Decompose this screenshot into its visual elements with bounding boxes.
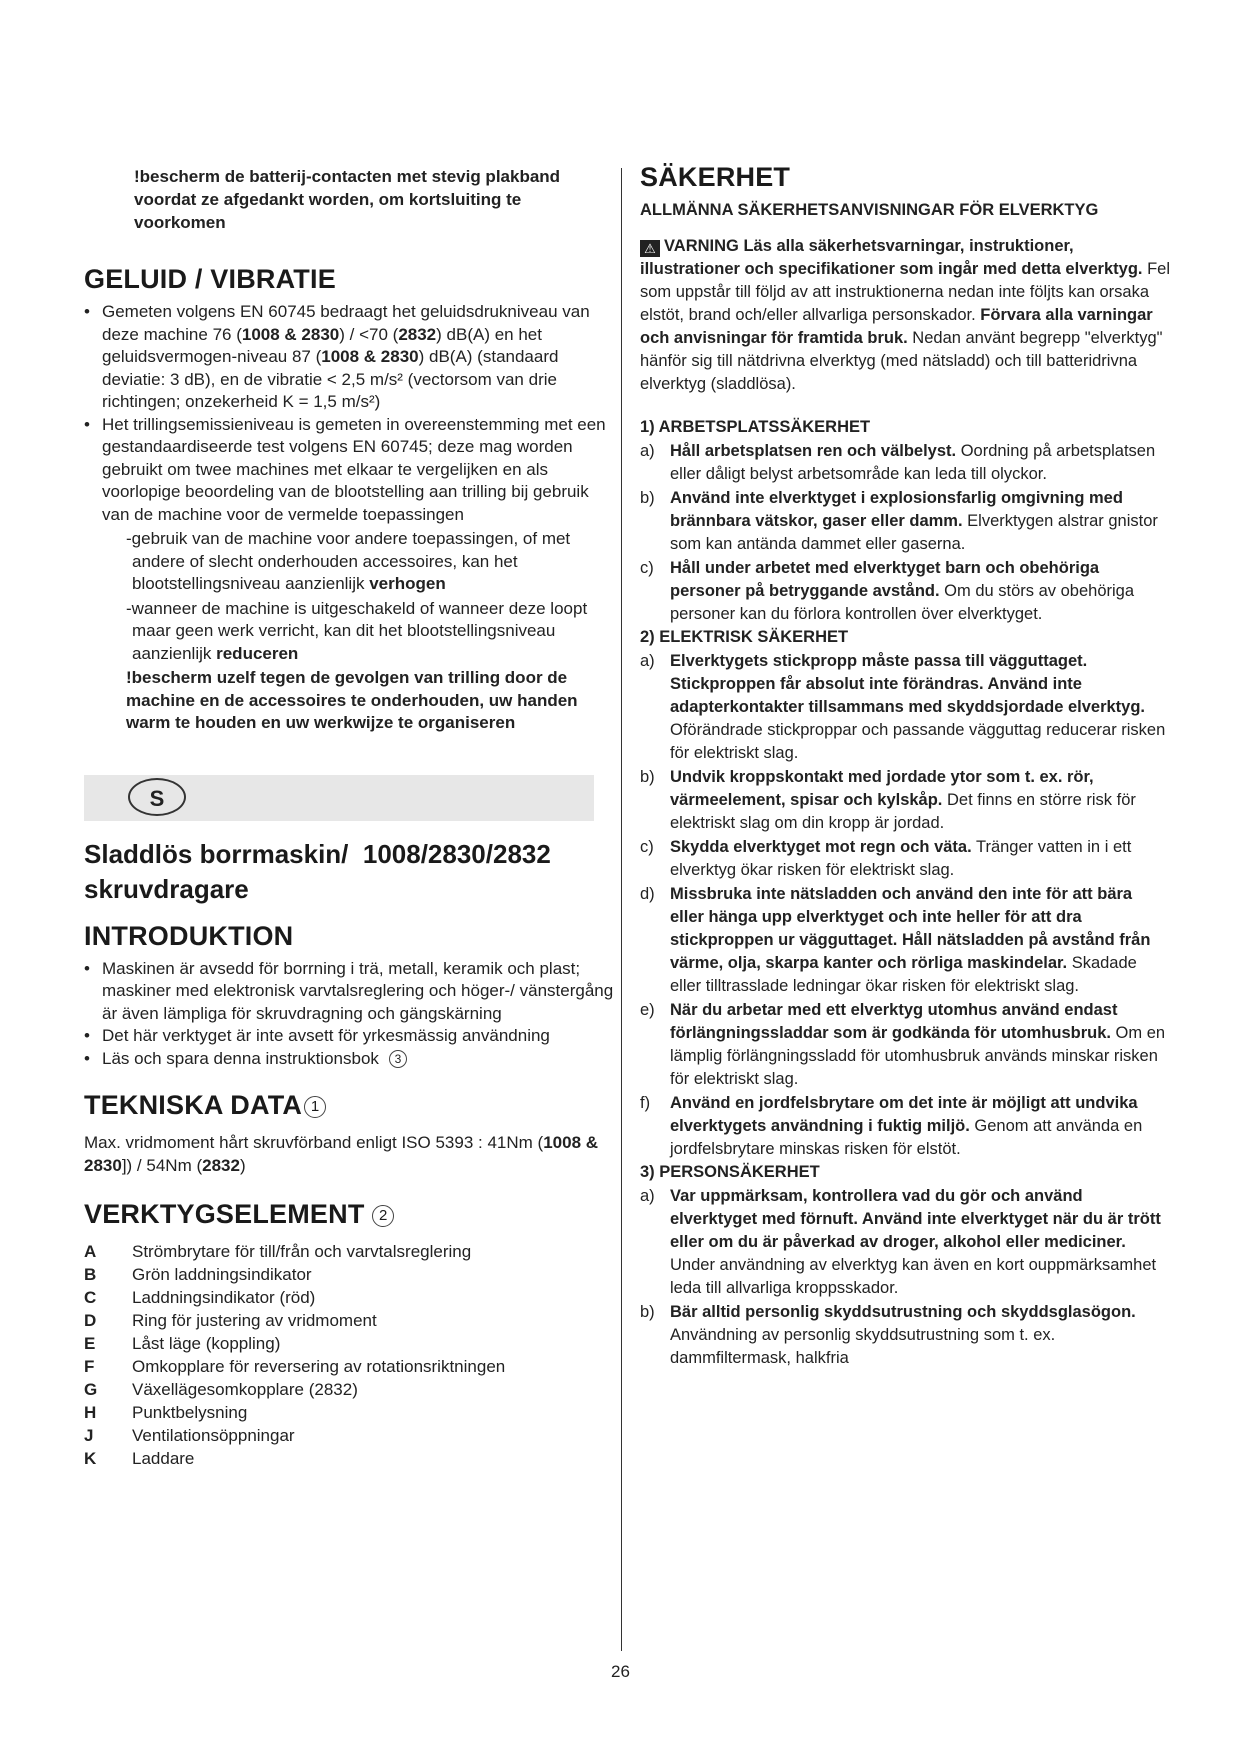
language-code-badge: S — [128, 778, 186, 816]
list-item: C Laddningsindikator (röd) — [84, 1288, 316, 1307]
sakerhet-heading: SÄKERHET — [640, 162, 791, 192]
list-item: J Ventilationsöppningar — [84, 1426, 295, 1445]
geluid-list — [84, 301, 614, 735]
figure-ref-3: 3 — [389, 1050, 407, 1068]
section-title: 1) ARBETSPLATSSÄKERHET — [640, 418, 871, 436]
list-item: c) Skydda elverktyget mot regn och väta. Tränger vatten in i ett elverktyg ökar risken för elektriskt slag. — [640, 838, 1132, 879]
list-item: F Omkopplare för reversering av rotationsriktningen — [84, 1357, 506, 1376]
list-item: a) Elverktygets stickpropp måste passa till vägguttaget. Stickproppen får absolut inte förändras. Använd inte adapterkontakter tillsammans med skyddsjordade elverktyg. Oförändrade stickproppar och passande vägguttag reducerar risken för elektriskt slag. — [640, 652, 1166, 762]
right-column — [640, 162, 1170, 1370]
list-item: B Grön laddningsindikator — [84, 1265, 312, 1284]
list-item: b) Bär alltid personlig skyddsutrustning och skyddsglasögon. Användning av personlig skyddsutrustning som t. ex. dammfiltermask, halkfria — [640, 1303, 1136, 1367]
list-item: K Laddare — [84, 1449, 195, 1468]
sakerhet-subheading: ALLMÄNNA SÄKERHETSANVISNINGAR FÖR ELVERKTYG — [640, 201, 1099, 219]
list-item: H Punktbelysning — [84, 1403, 248, 1422]
list-item: e) När du arbetar med ett elverktyg utomhus använd endast förlängningssladdar som är godkända för utomhusbruk. Om en lämplig förlängningssladd för utomhusbruk används minskar risken för elektriskt slag. — [640, 1001, 1166, 1088]
verktygselement-heading: VERKTYGSELEMENT 2 — [84, 1199, 614, 1230]
section-title: 3) PERSONSÄKERHET — [640, 1163, 820, 1181]
product-title: Sladdlös borrmaskin/ 1008/2830/2832 skruvdragare — [84, 838, 551, 904]
intro-list — [84, 958, 614, 1071]
vibration-warning: !bescherm uzelf tegen de gevolgen van trilling door de machine en de accessoires te onderhouden, uw handen warm te houden en uw werkwijze te organiseren — [126, 668, 578, 732]
list-item: • Det här verktyget är inte avsett för yrkesmässig användning — [84, 1025, 614, 1048]
warning-triangle-icon: ⚠ — [640, 240, 660, 257]
section-title: 2) ELEKTRISK SÄKERHET — [640, 628, 849, 646]
elements-list — [84, 1240, 614, 1470]
list-item: • Läs och spara denna instruktionsbok 3 — [84, 1048, 614, 1071]
list-item: D Ring för justering av vridmoment — [84, 1311, 377, 1330]
list-item: A Strömbrytare för till/från och varvtalsreglering — [84, 1242, 472, 1261]
dash-item-reduceren: -wanneer de machine is uitgeschakeld of wanneer deze loopt maar geen werk verricht, kan dit het blootstellingsniveau aanzienlijk reduceren — [126, 598, 588, 663]
column-divider — [621, 168, 622, 1651]
list-item: G Växellägesomkopplare (2832) — [84, 1380, 358, 1399]
figure-ref-2: 2 — [372, 1205, 394, 1227]
list-item: a) Håll arbetsplatsen ren och välbelyst. Oordning på arbetsplatsen eller dåligt belyst arbetsområde kan leda till olyckor. — [640, 442, 1156, 483]
list-item: • Maskinen är avsedd för borrning i trä, metall, keramik och plast; maskiner med elektronisk varvtalsreglering och höger-/ vänstergång är även lämpliga för skruvdragning och gängskärning — [84, 958, 614, 1026]
geluid-heading: GELUID / VIBRATIE — [84, 264, 336, 294]
list-item: • Het trillingsemissieniveau is gemeten in overeenstemming met een gestandaardiseerde test volgens EN 60745; deze mag worden gebruikt om twee machines met elkaar te vergelijken en als voorlopige beoordeling van de blootstelling aan trilling bij gebruik van de machine voor de vermelde toepassingen — [84, 414, 614, 527]
list-item: • Gemeten volgens EN 60745 bedraagt het geluidsdrukniveau van deze machine 76 (1008 & 2830) / <70 (2832) dB(A) en het geluidsvermogen-niveau 87 (1008 & 2830) dB(A) (standaard deviatie: 3 dB), en de vibratie < 2,5 m/s² (vectorsom van drie richtingen; onzekerheid K = 1,5 m/s²) — [84, 301, 614, 414]
safety-sections — [640, 416, 1170, 1370]
language-band — [84, 775, 594, 821]
list-item: d) Missbruka inte nätsladden och använd den inte för att bära eller hänga upp elverktyget och inte heller för att dra stickproppen ur vägguttaget. Håll nätsladden på avstånd från värme, olja, skarpa kanter och rörliga maskindelar. Skadade eller tilltrasslade ledningar ökar risken för elektriskt slag. — [640, 885, 1151, 995]
general-warning: ⚠ VARNING Läs alla säkerhetsvarningar, instruktioner, illustrationer och specifikationer som ingår med detta elverktyg. Fel som uppstår till följd av att instruktionerna nedan inte följts kan orsaka elstöt, brand och/eller allvarliga personskador. Förvara alla varningar och anvisningar för framtida bruk. Nedan använt begrepp "elverktyg" hänför sig till nätdrivna elverktyg (med nätsladd) och till batteridrivna elverktyg (sladdlösa). — [640, 237, 1170, 393]
list-item: E Låst läge (koppling) — [84, 1334, 281, 1353]
tekniska-data-heading: TEKNISKA DATA 1 — [84, 1090, 614, 1121]
battery-warning: !bescherm de batterij-contacten met stevig plakband voordat ze afgedankt worden, om kortsluiting te voorkomen — [134, 167, 561, 232]
safety-section — [640, 416, 1170, 626]
list-item: f) Använd en jordfelsbrytare om det inte är möjligt att undvika elverktygets användning i fuktig miljö. Genom att använda en jordfelsbrytare minskas risken för elstöt. — [640, 1094, 1143, 1158]
list-item: a) Var uppmärksam, kontrollera vad du gör och använd elverktyget med förnuft. Använd inte elverktyget när du är trött eller om du är påverkad av droger, alkohol eller mediciner. Under användning av elverktyg kan även en kort ouppmärksamhet leda till allvarliga kroppsskador. — [640, 1187, 1161, 1297]
introduktion-heading: INTRODUKTION — [84, 920, 294, 951]
tech-data-text: Max. vridmoment hårt skruvförband enligt ISO 5393 : 41Nm (1008 & 2830]) / 54Nm (2832) — [84, 1133, 599, 1175]
safety-section — [640, 1161, 1170, 1370]
safety-section — [640, 626, 1170, 1161]
left-column — [84, 165, 614, 1470]
list-item: b) Använd inte elverktyget i explosionsfarlig omgivning med brännbara vätskor, gaser eller damm. Elverktygen alstrar gnistor som kan antända dammet eller gaserna. — [640, 489, 1158, 553]
list-item: c) Håll under arbetet med elverktyget barn och obehöriga personer på betryggande avstånd. Om du störs av obehöriga personer kan du förlora kontrollen över elverktyget. — [640, 559, 1135, 623]
page-number: 26 — [611, 1662, 630, 1681]
dash-item-verhogen: -gebruik van de machine voor andere toepassingen, of met andere of slecht onderhouden accessoires, kan het blootstellingsniveau aanzienlijk verhogen — [126, 529, 571, 593]
list-item: b) Undvik kroppskontakt med jordade ytor som t. ex. rör, värmeelement, spisar och kylskåp. Det finns en större risk för elektriskt slag om din kropp är jordad. — [640, 768, 1136, 832]
figure-ref-1: 1 — [304, 1096, 326, 1118]
